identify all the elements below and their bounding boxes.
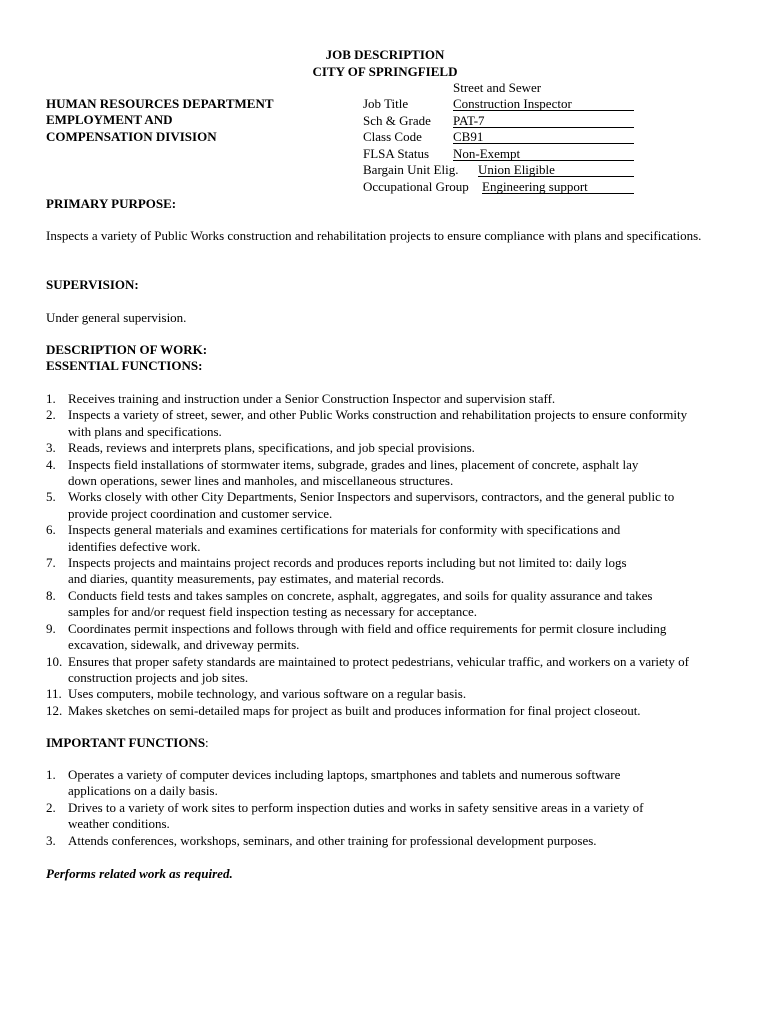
list-item xyxy=(46,489,736,522)
description-of-work-heading: DESCRIPTION OF WORK: xyxy=(46,342,208,357)
list-item xyxy=(46,686,736,702)
list-item-number: 1. xyxy=(46,767,56,782)
list-item xyxy=(46,555,736,588)
list-item-line: Inspects field installations of stormwater items, subgrade, grades and lines, placement of concrete, asphalt lay xyxy=(68,456,639,472)
list-item-number: 1. xyxy=(46,391,56,406)
important-functions-heading: IMPORTANT FUNCTIONS xyxy=(46,735,206,750)
list-item-line: Inspects projects and maintains project records and produces reports including but not limited to: daily logs xyxy=(68,555,627,571)
heading-colon: : xyxy=(205,735,209,750)
list-item-line: Reads, reviews and interprets plans, specifications, and job special provisions. xyxy=(68,440,475,456)
list-item xyxy=(46,391,736,407)
list-item-line: down operations, sewer lines and manholes, and miscellaneous structures. xyxy=(68,473,454,489)
department-line: EMPLOYMENT AND xyxy=(46,112,173,128)
document-title: JOB DESCRIPTION xyxy=(325,47,445,62)
field-label-job-title: Job Title xyxy=(363,96,409,111)
field-label-class-code: Class Code xyxy=(363,129,422,144)
list-item-line: Works closely with other City Departments, Senior Inspectors and supervisors, contractors, and the general public to xyxy=(68,489,675,505)
list-item-line: applications on a daily basis. xyxy=(68,783,218,799)
important-functions-list xyxy=(46,767,736,849)
supervision-text: Under general supervision. xyxy=(46,310,187,325)
list-item xyxy=(46,833,736,849)
department-block xyxy=(46,96,274,145)
primary-purpose-heading: PRIMARY PURPOSE: xyxy=(46,196,177,211)
field-label-flsa-status: FLSA Status xyxy=(363,146,430,161)
department-line: HUMAN RESOURCES DEPARTMENT xyxy=(46,96,274,111)
list-item xyxy=(46,457,736,490)
list-item-line: with plans and specifications. xyxy=(68,423,222,439)
list-item-line: Attends conferences, workshops, seminars, and other training for professional development purposes. xyxy=(68,832,597,848)
list-item-line: and diaries, quantity measurements, pay estimates, and material records. xyxy=(68,571,445,587)
list-item-line: Drives to a variety of work sites to perform inspection duties and works in safety sensitive areas in a variety of xyxy=(68,799,644,815)
field-value-sch-grade: PAT-7 xyxy=(453,113,634,128)
list-item xyxy=(46,588,736,621)
list-item-number: 8. xyxy=(46,587,56,603)
important-functions-heading-wrap xyxy=(46,735,209,751)
list-item-line: excavation, sidewalk, and driveway permits. xyxy=(68,637,300,653)
list-item-number: 4. xyxy=(46,456,56,472)
list-item-number: 6. xyxy=(46,522,56,538)
list-item-line: weather conditions. xyxy=(68,816,170,832)
list-item-line: construction projects and job sites. xyxy=(68,669,249,685)
list-item-line: Makes sketches on semi-detailed maps for project as built and produces information for final project closeout. xyxy=(68,702,641,718)
list-item-number: 9. xyxy=(46,620,56,636)
list-item-number: 10. xyxy=(46,653,63,669)
primary-purpose-text: Inspects a variety of Public Works construction and rehabilitation projects to ensure compliance with plans and specifications. xyxy=(46,228,702,243)
list-item-line: Inspects general materials and examines certifications for materials for conformity with specifications and xyxy=(68,522,621,538)
supervision-heading: SUPERVISION: xyxy=(46,277,139,292)
field-value-flsa-status: Non-Exempt xyxy=(453,146,634,161)
list-item-number: 5. xyxy=(46,489,56,505)
essential-functions-list xyxy=(46,391,736,719)
list-item-number: 12. xyxy=(46,702,63,718)
list-item xyxy=(46,703,736,719)
list-item-number: 2. xyxy=(46,799,56,815)
field-value-occupational-group: Engineering support xyxy=(482,179,634,194)
list-item-line: Operates a variety of computer devices including laptops, smartphones and tablets and numerous software xyxy=(68,767,621,782)
list-item-line: Ensures that proper safety standards are maintained to protect pedestrians, vehicular traffic, and workers on a variety of xyxy=(68,653,689,669)
list-item-line: Coordinates permit inspections and follows through with field and office requirements for permit closure including xyxy=(68,620,667,636)
list-item-number: 11. xyxy=(46,686,62,702)
list-item xyxy=(46,621,736,654)
list-item xyxy=(46,522,736,555)
list-item-line: Receives training and instruction under a Senior Construction Inspector and supervision staff. xyxy=(68,391,556,406)
list-item-number: 3. xyxy=(46,440,56,456)
field-label-sch-grade: Sch & Grade xyxy=(363,113,431,128)
essential-functions-heading: ESSENTIAL FUNCTIONS: xyxy=(46,358,203,373)
list-item xyxy=(46,407,736,440)
list-item xyxy=(46,440,736,456)
list-item-number: 3. xyxy=(46,832,56,848)
list-item-line: Inspects a variety of street, sewer, and other Public Works construction and rehabilitation projects to ensure conformity xyxy=(68,407,688,423)
department-line: COMPENSATION DIVISION xyxy=(46,128,217,144)
field-label-bargain-unit: Bargain Unit Elig. xyxy=(363,162,459,177)
list-item xyxy=(46,654,736,687)
list-item-number: 7. xyxy=(46,555,56,571)
list-item-line: provide project coordination and customer service. xyxy=(68,505,333,521)
list-item-line: identifies defective work. xyxy=(68,538,201,554)
field-value-class-code: CB91 xyxy=(453,129,634,144)
list-item xyxy=(46,800,736,833)
field-label-occupational-group: Occupational Group xyxy=(363,179,469,194)
division-line: Street and Sewer xyxy=(453,80,542,95)
footer-note: Performs related work as required. xyxy=(46,866,233,881)
field-value-job-title: Construction Inspector xyxy=(453,96,634,111)
city-title: CITY OF SPRINGFIELD xyxy=(312,64,458,79)
field-value-bargain-unit: Union Eligible xyxy=(478,162,634,177)
list-item-line: Uses computers, mobile technology, and various software on a regular basis. xyxy=(68,686,467,702)
list-item-line: Conducts field tests and takes samples on concrete, asphalt, aggregates, and soils for quality assurance and takes xyxy=(68,587,653,603)
list-item-number: 2. xyxy=(46,407,56,423)
list-item xyxy=(46,767,736,800)
list-item-line: samples for and/or request field inspection testing as necessary for acceptance. xyxy=(68,604,477,620)
